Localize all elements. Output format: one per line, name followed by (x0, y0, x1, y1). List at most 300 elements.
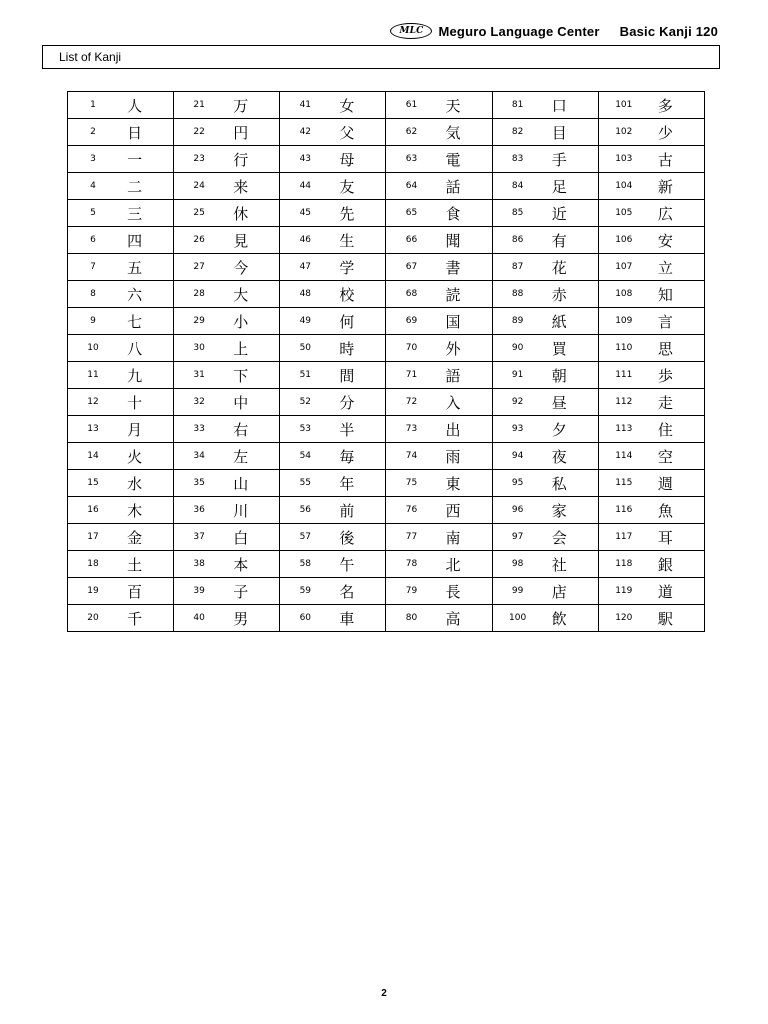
kanji-number: 87 (511, 262, 524, 272)
kanji-number: 33 (193, 424, 205, 434)
kanji-character: 朝 (551, 366, 567, 385)
kanji-cell (68, 200, 174, 227)
kanji-cell (174, 443, 280, 470)
kanji-character: 夕 (551, 420, 567, 439)
kanji-cell (598, 92, 704, 119)
kanji-character: 九 (127, 366, 143, 385)
kanji-character: 上 (233, 339, 249, 358)
kanji-cell (386, 389, 492, 416)
kanji-character: 飲 (551, 609, 567, 628)
kanji-character: 高 (445, 609, 461, 628)
kanji-cell (386, 443, 492, 470)
kanji-character: 西 (445, 501, 461, 520)
kanji-cell (280, 119, 386, 146)
kanji-cell (174, 335, 280, 362)
kanji-number: 80 (405, 613, 418, 623)
kanji-number: 96 (511, 505, 524, 515)
kanji-character: 校 (339, 285, 355, 304)
kanji-character: 前 (339, 501, 355, 520)
kanji-number: 13 (87, 424, 99, 434)
kanji-character: 会 (551, 528, 567, 547)
kanji-character: 社 (551, 555, 567, 574)
kanji-cell (68, 605, 174, 632)
kanji-cell (280, 524, 386, 551)
kanji-number: 118 (615, 559, 633, 569)
kanji-table-body (68, 92, 705, 632)
kanji-number: 30 (193, 343, 205, 353)
kanji-cell (174, 578, 280, 605)
kanji-character: 中 (233, 393, 249, 412)
table-row (68, 497, 705, 524)
kanji-cell (68, 443, 174, 470)
kanji-table (67, 91, 705, 632)
kanji-cell (68, 146, 174, 173)
kanji-number: 120 (615, 613, 633, 623)
kanji-number: 102 (615, 127, 633, 137)
kanji-character: 学 (339, 258, 355, 277)
kanji-cell (492, 524, 598, 551)
kanji-number: 21 (193, 100, 205, 110)
kanji-number: 48 (299, 289, 312, 299)
kanji-character: 電 (445, 150, 461, 169)
kanji-number: 67 (405, 262, 418, 272)
kanji-character: 母 (339, 150, 355, 169)
kanji-cell (174, 524, 280, 551)
kanji-cell (386, 416, 492, 443)
kanji-number: 112 (615, 397, 633, 407)
kanji-cell (386, 146, 492, 173)
kanji-character: 長 (445, 582, 461, 601)
kanji-character: 分 (339, 393, 355, 412)
kanji-character: 半 (339, 420, 355, 439)
kanji-number: 47 (299, 262, 312, 272)
kanji-number: 72 (405, 397, 418, 407)
kanji-cell (280, 254, 386, 281)
kanji-character: 有 (551, 231, 567, 250)
kanji-cell (386, 362, 492, 389)
kanji-character: 出 (445, 420, 461, 439)
kanji-character: 店 (551, 582, 567, 601)
table-row (68, 308, 705, 335)
kanji-character: 二 (127, 177, 143, 196)
kanji-cell (68, 389, 174, 416)
table-row (68, 335, 705, 362)
kanji-number: 107 (615, 262, 633, 272)
kanji-cell (386, 281, 492, 308)
kanji-number: 60 (299, 613, 312, 623)
kanji-cell (174, 308, 280, 335)
kanji-cell (280, 443, 386, 470)
kanji-character: 北 (445, 555, 461, 574)
kanji-number: 100 (509, 613, 527, 623)
kanji-character: 夜 (551, 447, 567, 466)
kanji-cell (280, 335, 386, 362)
kanji-cell (492, 389, 598, 416)
kanji-number: 2 (90, 127, 96, 137)
kanji-character: 来 (233, 177, 249, 196)
kanji-cell (174, 119, 280, 146)
kanji-character: 下 (233, 366, 249, 385)
kanji-number: 117 (615, 532, 633, 542)
kanji-cell (386, 578, 492, 605)
kanji-number: 119 (615, 586, 633, 596)
kanji-character: 住 (657, 420, 673, 439)
kanji-number: 16 (87, 505, 99, 515)
kanji-cell (492, 470, 598, 497)
kanji-character: 行 (233, 150, 249, 169)
kanji-character: 昼 (551, 393, 567, 412)
kanji-number: 84 (511, 181, 524, 191)
kanji-number: 109 (615, 316, 633, 326)
kanji-character: 何 (339, 312, 355, 331)
kanji-cell (492, 362, 598, 389)
kanji-cell (386, 335, 492, 362)
section-title: List of Kanji (59, 50, 122, 64)
kanji-cell (386, 470, 492, 497)
kanji-number: 71 (405, 370, 418, 380)
kanji-cell (280, 389, 386, 416)
kanji-cell (280, 605, 386, 632)
kanji-number: 89 (511, 316, 524, 326)
kanji-character: 七 (127, 312, 143, 331)
kanji-character: 足 (551, 177, 567, 196)
kanji-character: 子 (233, 582, 249, 601)
kanji-number: 27 (193, 262, 205, 272)
kanji-number: 62 (405, 127, 418, 137)
kanji-character: 火 (127, 447, 143, 466)
kanji-cell (174, 254, 280, 281)
kanji-number: 25 (193, 208, 205, 218)
kanji-number: 3 (90, 154, 96, 164)
kanji-character: 五 (127, 258, 143, 277)
kanji-number: 41 (299, 100, 312, 110)
kanji-cell (386, 497, 492, 524)
kanji-number: 88 (511, 289, 524, 299)
kanji-number: 35 (193, 478, 205, 488)
kanji-cell (598, 254, 704, 281)
kanji-cell (598, 173, 704, 200)
kanji-number: 83 (511, 154, 524, 164)
kanji-cell (386, 308, 492, 335)
kanji-character: 紙 (551, 312, 567, 331)
kanji-number: 104 (615, 181, 633, 191)
kanji-character: 空 (657, 447, 673, 466)
table-row (68, 578, 705, 605)
table-row (68, 416, 705, 443)
kanji-character: 思 (657, 339, 673, 358)
kanji-character: 万 (233, 96, 249, 115)
kanji-number: 108 (615, 289, 633, 299)
kanji-cell (598, 281, 704, 308)
kanji-character: 間 (339, 366, 355, 385)
kanji-cell (68, 119, 174, 146)
kanji-cell (174, 605, 280, 632)
kanji-number: 79 (405, 586, 418, 596)
kanji-character: 年 (339, 474, 355, 493)
kanji-number: 58 (299, 559, 312, 569)
kanji-number: 26 (193, 235, 205, 245)
kanji-cell (492, 605, 598, 632)
kanji-cell (280, 281, 386, 308)
kanji-cell (68, 524, 174, 551)
kanji-character: 聞 (445, 231, 461, 250)
kanji-number: 39 (193, 586, 205, 596)
kanji-character: 八 (127, 339, 143, 358)
kanji-number: 74 (405, 451, 418, 461)
kanji-cell (174, 497, 280, 524)
kanji-number: 52 (299, 397, 312, 407)
kanji-cell (174, 416, 280, 443)
kanji-cell (68, 173, 174, 200)
kanji-character: 左 (233, 447, 249, 466)
kanji-character: 十 (127, 393, 143, 412)
kanji-character: 古 (657, 150, 673, 169)
kanji-character: 少 (657, 123, 673, 142)
kanji-number: 46 (299, 235, 312, 245)
kanji-number: 22 (193, 127, 205, 137)
kanji-character: 入 (445, 393, 461, 412)
kanji-character: 道 (657, 582, 673, 601)
kanji-number: 12 (87, 397, 99, 407)
kanji-number: 90 (511, 343, 524, 353)
kanji-character: 語 (445, 366, 461, 385)
kanji-character: 書 (445, 258, 461, 277)
kanji-cell (598, 551, 704, 578)
kanji-cell (280, 308, 386, 335)
kanji-character: 四 (127, 231, 143, 250)
kanji-cell (386, 119, 492, 146)
kanji-character: 休 (233, 204, 249, 223)
table-row (68, 227, 705, 254)
kanji-character: 週 (657, 474, 673, 493)
kanji-cell (68, 362, 174, 389)
kanji-cell (598, 119, 704, 146)
kanji-cell (280, 470, 386, 497)
kanji-cell (492, 551, 598, 578)
kanji-number: 5 (90, 208, 96, 218)
kanji-character: 後 (339, 528, 355, 547)
kanji-character: 父 (339, 123, 355, 142)
table-row (68, 443, 705, 470)
kanji-number: 94 (511, 451, 524, 461)
kanji-cell (280, 497, 386, 524)
kanji-character: 気 (445, 123, 461, 142)
kanji-number: 1 (90, 100, 96, 110)
table-row (68, 254, 705, 281)
kanji-character: 円 (233, 123, 249, 142)
table-row (68, 524, 705, 551)
kanji-cell (68, 281, 174, 308)
kanji-character: 買 (551, 339, 567, 358)
kanji-cell (492, 146, 598, 173)
kanji-character: 女 (339, 96, 355, 115)
kanji-number: 17 (87, 532, 99, 542)
kanji-number: 29 (193, 316, 205, 326)
kanji-cell (492, 227, 598, 254)
kanji-character: 川 (233, 501, 249, 520)
kanji-cell (280, 92, 386, 119)
kanji-character: 金 (127, 528, 143, 547)
kanji-cell (598, 146, 704, 173)
kanji-character: 白 (233, 528, 249, 547)
kanji-number: 68 (405, 289, 418, 299)
kanji-cell (174, 146, 280, 173)
kanji-cell (598, 200, 704, 227)
kanji-cell (174, 551, 280, 578)
kanji-character: 東 (445, 474, 461, 493)
kanji-number: 76 (405, 505, 418, 515)
kanji-character: 名 (339, 582, 355, 601)
kanji-cell (68, 92, 174, 119)
kanji-number: 114 (615, 451, 633, 461)
kanji-character: 先 (339, 204, 355, 223)
kanji-cell (68, 254, 174, 281)
kanji-number: 116 (615, 505, 633, 515)
kanji-character: 話 (445, 177, 461, 196)
kanji-character: 時 (339, 339, 355, 358)
table-row (68, 605, 705, 632)
kanji-character: 水 (127, 474, 143, 493)
kanji-number: 54 (299, 451, 312, 461)
kanji-cell (492, 173, 598, 200)
kanji-character: 私 (551, 474, 567, 493)
table-row (68, 362, 705, 389)
kanji-number: 85 (511, 208, 524, 218)
kanji-cell (598, 308, 704, 335)
kanji-cell (386, 524, 492, 551)
kanji-character: 午 (339, 555, 355, 574)
kanji-cell (174, 281, 280, 308)
kanji-number: 50 (299, 343, 312, 353)
kanji-number: 31 (193, 370, 205, 380)
kanji-number: 110 (615, 343, 633, 353)
kanji-number: 61 (405, 100, 418, 110)
kanji-cell (492, 308, 598, 335)
kanji-character: 赤 (551, 285, 567, 304)
kanji-character: 月 (127, 420, 143, 439)
kanji-cell (492, 200, 598, 227)
kanji-number: 69 (405, 316, 418, 326)
kanji-cell (174, 470, 280, 497)
kanji-character: 南 (445, 528, 461, 547)
table-row (68, 389, 705, 416)
kanji-number: 92 (511, 397, 524, 407)
kanji-number: 57 (299, 532, 312, 542)
kanji-number: 53 (299, 424, 312, 434)
kanji-character: 手 (551, 150, 567, 169)
kanji-character: 言 (657, 312, 673, 331)
kanji-cell (598, 362, 704, 389)
kanji-character: 家 (551, 501, 567, 520)
kanji-number: 113 (615, 424, 633, 434)
kanji-character: 口 (551, 96, 567, 115)
section-title-box (42, 45, 720, 69)
kanji-number: 18 (87, 559, 99, 569)
kanji-number: 15 (87, 478, 99, 488)
kanji-cell (68, 335, 174, 362)
kanji-cell (174, 227, 280, 254)
kanji-character: 三 (127, 204, 143, 223)
kanji-cell (598, 389, 704, 416)
kanji-cell (174, 92, 280, 119)
kanji-cell (598, 227, 704, 254)
kanji-number: 97 (511, 532, 524, 542)
kanji-cell (174, 362, 280, 389)
kanji-character: 一 (127, 150, 143, 169)
kanji-character: 山 (233, 474, 249, 493)
kanji-character: 銀 (657, 555, 673, 574)
kanji-number: 65 (405, 208, 418, 218)
kanji-number: 70 (405, 343, 418, 353)
kanji-cell (386, 200, 492, 227)
table-row (68, 173, 705, 200)
kanji-character: 千 (127, 609, 143, 628)
kanji-number: 10 (87, 343, 99, 353)
kanji-number: 40 (193, 613, 205, 623)
kanji-character: 駅 (657, 609, 673, 628)
kanji-number: 66 (405, 235, 418, 245)
table-row (68, 281, 705, 308)
kanji-cell (492, 254, 598, 281)
kanji-number: 49 (299, 316, 312, 326)
kanji-character: 人 (127, 96, 143, 115)
kanji-number: 56 (299, 505, 312, 515)
kanji-character: 耳 (657, 528, 673, 547)
kanji-number: 28 (193, 289, 205, 299)
kanji-cell (598, 470, 704, 497)
kanji-character: 新 (657, 177, 673, 196)
kanji-cell (598, 497, 704, 524)
kanji-number: 73 (405, 424, 418, 434)
kanji-character: 車 (339, 609, 355, 628)
kanji-character: 本 (233, 555, 249, 574)
kanji-cell (598, 605, 704, 632)
kanji-cell (280, 146, 386, 173)
kanji-cell (386, 92, 492, 119)
kanji-character: 男 (233, 609, 249, 628)
kanji-cell (492, 335, 598, 362)
kanji-number: 51 (299, 370, 312, 380)
kanji-number: 24 (193, 181, 205, 191)
kanji-cell (280, 362, 386, 389)
kanji-cell (598, 335, 704, 362)
kanji-cell (386, 605, 492, 632)
kanji-character: 近 (551, 204, 567, 223)
book-title: Basic Kanji 120 (619, 23, 718, 39)
page-number: 2 (381, 988, 387, 999)
kanji-number: 9 (90, 316, 96, 326)
kanji-number: 75 (405, 478, 418, 488)
kanji-number: 42 (299, 127, 312, 137)
kanji-number: 7 (90, 262, 96, 272)
kanji-character: 歩 (657, 366, 673, 385)
kanji-number: 81 (511, 100, 524, 110)
kanji-number: 32 (193, 397, 205, 407)
kanji-character: 日 (127, 123, 143, 142)
kanji-cell (386, 227, 492, 254)
kanji-number: 95 (511, 478, 524, 488)
kanji-cell (492, 416, 598, 443)
table-row (68, 470, 705, 497)
kanji-cell (280, 200, 386, 227)
kanji-number: 14 (87, 451, 99, 461)
kanji-cell (492, 578, 598, 605)
kanji-number: 55 (299, 478, 312, 488)
kanji-character: 友 (339, 177, 355, 196)
kanji-number: 99 (511, 586, 524, 596)
page-header (390, 20, 718, 42)
kanji-number: 77 (405, 532, 418, 542)
